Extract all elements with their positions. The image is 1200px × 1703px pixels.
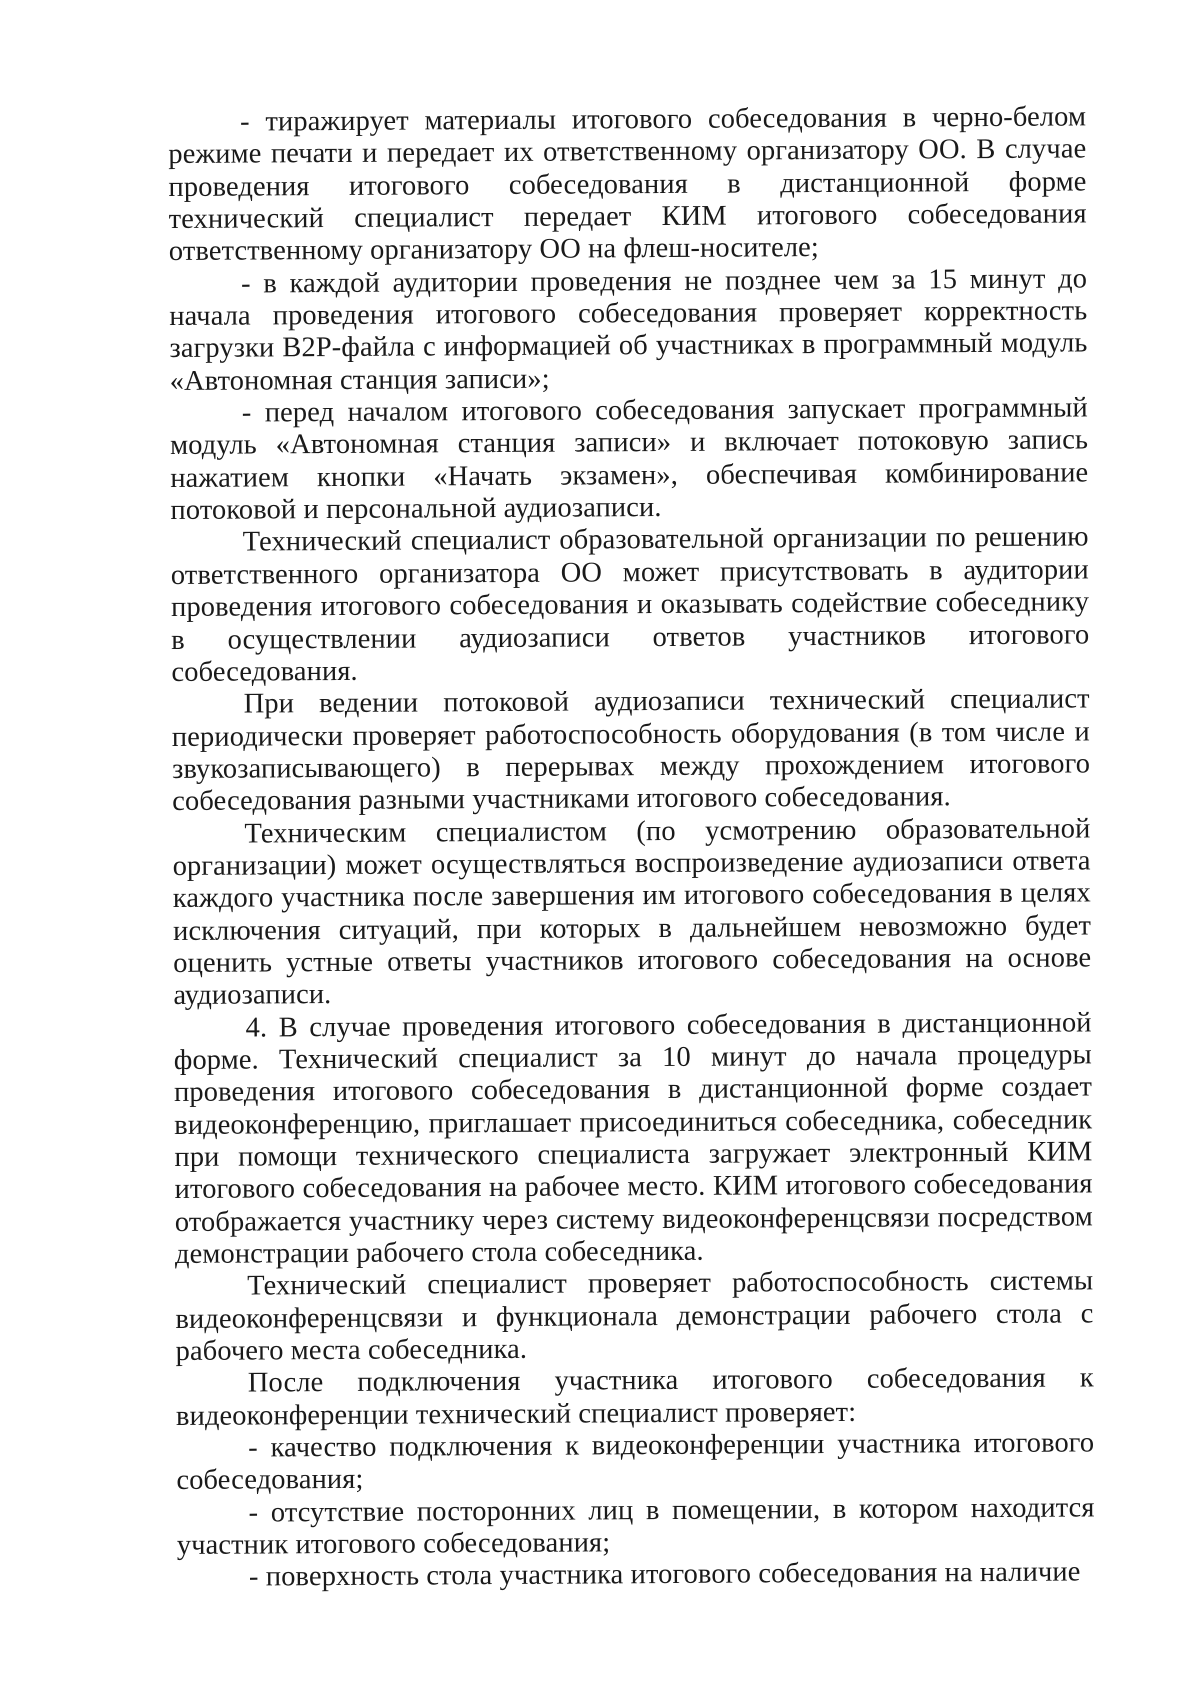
paragraph-equipment-check: При ведении потоковой аудиозаписи технический специалист периодически проверяет работоспособность оборудования (в том числе и звукозаписывающего) в перерывах между прохождением итогового собеседования разными участниками итогового собеседования. <box>171 683 1091 818</box>
document-body <box>168 101 1095 1594</box>
paragraph-replication: - тиражирует материалы итогового собеседования в черно-белом режиме печати и передает их ответственному организатору ОО. В случае проведения итогового собеседования в дистанционной форме технический специалист передает КИМ итогового собеседования ответственному организатору ОО на флеш-носителе; <box>168 101 1087 268</box>
list-item-desk-surface: - поверхность стола участника итогового собеседования на наличие <box>248 1556 1081 1594</box>
paragraph-audio-playback: Техническим специалистом (по усмотрению образовательной организации) может осуществляться воспроизведение аудиозаписи ответа каждого участника после завершения им итогового собеседования в целях исключения ситуаций, при которых в дальнейшем невозможно будет оценить устные ответы участников итогового собеседования на основе аудиозаписи. <box>172 812 1092 1012</box>
paragraph-vks-check: Технический специалист проверяет работоспособность системы видеоконференцсвязи и функционала демонстрации рабочего стола с рабочего места собеседника. <box>175 1265 1094 1368</box>
paragraph-remote-form: 4. В случае проведения итогового собеседования в дистанционной форме. Технический специалист за 10 минут до начала процедуры проведения итогового собеседования в дистанционной форме создает видеоконференцию, приглашает присоединиться собеседника, собеседник при помощи технического специалиста загружает электронный КИМ итогового собеседования на рабочее место. КИМ итогового собеседования отображается участнику через систему видеоконференцсвязи посредством демонстрации рабочего стола собеседника. <box>173 1007 1093 1271</box>
list-item-no-outsiders: - отсутствие посторонних лиц в помещении, в котором находится участник итогового собеседования; <box>176 1492 1095 1562</box>
paragraph-specialist-presence: Технический специалист образовательной организации по решению ответственного организатора ОО может присутствовать в аудитории проведения итогового собеседования и оказывать содействие собеседнику в осуществлении аудиозаписи ответов участников итогового собеседования. <box>170 521 1090 688</box>
paragraph-after-connection: После подключения участника итогового собеседования к видеоконференции технический специалист проверяет: <box>175 1362 1094 1432</box>
list-item-connection-quality: - качество подключения к видеоконференции участника итогового собеседования; <box>176 1427 1095 1497</box>
paragraph-b2p-check: - в каждой аудитории проведения не позднее чем за 15 минут до начала проведения итогового собеседования проверяет корректность загрузки B2P-файла с информацией об участниках в программный модуль «Автономная станция записи»; <box>169 263 1088 397</box>
paragraph-stream-start: - перед началом итогового собеседования запускает программный модуль «Автономная станция записи» и включает потоковую запись нажатием кнопки «Начать экзамен», обеспечивая комбинирование потоковой и персональной аудиозаписи. <box>169 392 1089 527</box>
